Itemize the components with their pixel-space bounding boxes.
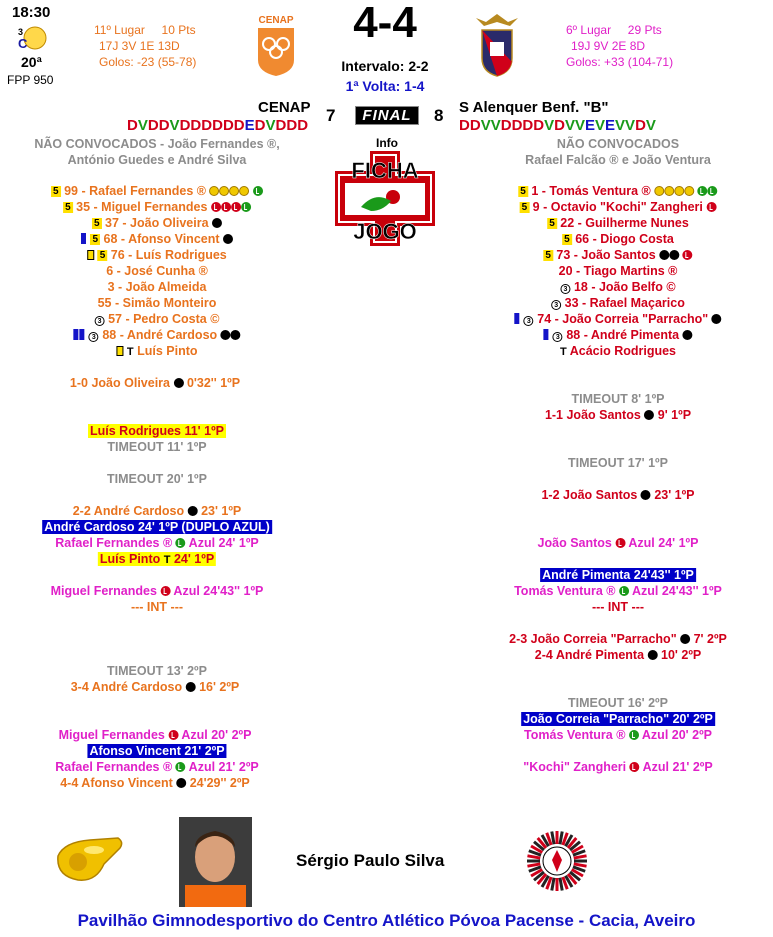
goal-ball-icon (644, 410, 654, 420)
away-stats (566, 22, 673, 70)
goal-ball-icon (173, 378, 183, 388)
home-points: 10 Pts (161, 23, 196, 37)
goal-ball-icon (186, 682, 196, 692)
away-event: "Kochi" Zangheri Azul 21' 2ºP (523, 760, 713, 774)
form-result: E (584, 117, 595, 134)
home-event: Afonso Vincent 21' 2ºP (89, 744, 225, 758)
fpp-code: FPP 950 (7, 73, 54, 87)
away-interval: --- INT --- (591, 600, 645, 614)
away-event: 1-2 João Santos 23' 1ºP (541, 488, 695, 502)
form-result: E (244, 117, 255, 134)
referee-name: Sérgio Paulo Silva (296, 851, 445, 870)
home-event: Luís Pinto T 24' 1ºP (99, 552, 215, 566)
svg-text:FICHA: FICHA (351, 158, 419, 183)
away-points: 29 Pts (627, 23, 662, 37)
red-card-icon (231, 202, 241, 212)
form-result: V (490, 117, 501, 134)
home-player[interactable]: 55 - Simão Monteiro (97, 296, 217, 310)
goalkeeper-icon: 3 (560, 284, 570, 294)
red-card-icon (211, 202, 221, 212)
away-timeout: TIMEOUT 17' 1ºP (568, 456, 668, 470)
form-result: D (190, 117, 202, 134)
yellow-card-icon (209, 186, 219, 196)
home-position: 11º Lugar (94, 23, 145, 37)
goal-ball-icon (188, 506, 198, 516)
status-final-badge: FINAL (355, 106, 419, 125)
venue: Pavilhão Gimnodesportivo do Centro Atlético Póvoa Pacense - Cacia, Aveiro (77, 911, 696, 930)
form-result: V (574, 117, 585, 134)
form-result: D (127, 117, 138, 134)
home-event: 2-2 André Cardoso 23' 1ºP (72, 504, 242, 518)
coach-card-icon (116, 346, 123, 356)
form-result: V (265, 117, 276, 134)
home-event: André Cardoso 24' 1ºP (DUPLO AZUL) (44, 520, 270, 534)
svg-text:C: C (18, 36, 28, 51)
away-not-called-names: Rafael Falcão ® e João Ventura (525, 153, 711, 167)
halftime-score: Intervalo: 2-2 (341, 58, 429, 74)
away-player[interactable]: 3 18 - João Belfo © (560, 279, 675, 295)
form-result: D (459, 117, 470, 134)
form-result: E (605, 117, 616, 134)
form-result: V (645, 117, 656, 134)
away-event: 1-1 João Santos 9' 1ºP (544, 408, 692, 422)
match-time: 18:30 (12, 4, 51, 21)
yellow-card-icon (239, 186, 249, 196)
away-event: 2-4 André Pimenta 10' 2ºP (534, 648, 702, 662)
home-not-called-title: NÃO CONVOCADOS - João Fernandes ®, (34, 137, 280, 151)
red-card-icon (168, 730, 178, 740)
green-card-icon (241, 202, 251, 212)
round-number: 20ª (21, 54, 42, 70)
form-result: D (297, 117, 309, 134)
goalkeeper-icon: 3 (89, 332, 99, 342)
away-event: 2-3 João Correia "Parracho" 7' 2ºP (509, 632, 727, 646)
home-timeout: TIMEOUT 11' 1ºP (107, 440, 207, 454)
home-event: 3-4 André Cardoso 16' 2ºP (70, 680, 240, 694)
goal-ball-icon (680, 634, 690, 644)
first-leg-score: 1ª Volta: 1-4 (345, 78, 425, 94)
green-card-icon (619, 586, 629, 596)
home-event: Miguel Fernandes Azul 20' 2ºP (58, 728, 252, 742)
home-event: 4-4 Afonso Vincent 24'29'' 2ºP (60, 776, 250, 790)
away-team-logo[interactable] (472, 12, 522, 78)
yellow-card-icon (684, 186, 694, 196)
form-result: D (286, 117, 298, 134)
form-result: D (212, 117, 223, 134)
home-coach[interactable]: T Luís Pinto (116, 343, 197, 360)
home-event: Miguel Fernandes Azul 24'43'' 1ºP (50, 584, 264, 598)
coach-t-icon: T (126, 346, 134, 358)
away-position: 6º Lugar (566, 23, 612, 37)
referee-photo[interactable] (179, 817, 252, 907)
green-card-icon (629, 730, 639, 740)
coach-t-icon: T (163, 554, 171, 566)
form-result: D (147, 117, 159, 134)
home-interval: --- INT --- (130, 600, 184, 614)
form-result: D (469, 117, 481, 134)
svg-text:CENAP: CENAP (258, 15, 294, 26)
form-result: D (511, 117, 523, 134)
form-result: D (635, 117, 646, 134)
away-not-called-title: NÃO CONVOCADOS (556, 137, 680, 151)
goal-ball-icon (712, 314, 722, 324)
home-player[interactable]: 5 35 - Miguel Fernandes (63, 199, 251, 215)
goal-ball-icon (223, 234, 233, 244)
green-card-icon (176, 538, 186, 548)
home-player[interactable]: 6 - José Cunha ® (106, 264, 208, 278)
home-stats (94, 22, 196, 70)
form-result: D (201, 117, 213, 134)
yellow-card-icon (664, 186, 674, 196)
away-player[interactable]: 5 9 - Octavio "Kochi" Zangheri (520, 199, 717, 215)
info-link[interactable]: Info (376, 136, 398, 150)
home-event: Luís Rodrigues 11' 1ºP (90, 424, 224, 438)
goal-ball-icon (212, 218, 222, 228)
blue-card-icon (81, 233, 86, 244)
away-team-name[interactable]: S Alenquer Benf. "B" (459, 99, 609, 116)
away-player[interactable]: 5 73 - João Santos (543, 247, 692, 263)
away-event: João Correia "Parracho" 20' 2ºP (523, 712, 713, 726)
home-player[interactable]: 5 68 - Afonso Vincent (81, 231, 233, 247)
home-timeout: TIMEOUT 20' 1ºP (107, 472, 207, 486)
whistle-icon (50, 828, 125, 886)
home-form (127, 117, 308, 134)
svg-text:JOGO: JOGO (353, 219, 417, 244)
home-player[interactable]: 5 37 - João Oliveira (92, 215, 222, 231)
form-result: D (158, 117, 170, 134)
blue-card-icon (543, 329, 548, 340)
blue-card-icon (79, 329, 84, 340)
red-card-icon (615, 538, 625, 548)
form-result: V (564, 117, 575, 134)
red-card-icon (683, 250, 693, 260)
form-result: V (595, 117, 606, 134)
home-goals: Golos: -23 (55-78) (99, 55, 197, 69)
form-result: D (179, 117, 191, 134)
away-player[interactable]: 5 1 - Tomás Ventura ® (518, 183, 717, 199)
svg-text:3: 3 (18, 27, 24, 37)
home-team-logo[interactable] (254, 12, 298, 78)
goal-ball-icon (231, 330, 241, 340)
home-team-name[interactable]: CENAP (258, 99, 311, 116)
red-card-icon (221, 202, 231, 212)
away-event: André Pimenta 24'43'' 1ºP (542, 568, 694, 582)
goalkeeper-icon: 3 (524, 316, 534, 326)
coach-icon (87, 250, 94, 260)
green-card-icon (253, 186, 263, 196)
away-player[interactable]: 3 88 - André Pimenta (543, 327, 692, 343)
away-player[interactable]: 5 22 - Guilherme Nunes (549, 216, 689, 230)
home-not-called-names: António Guedes e André Silva (67, 153, 247, 167)
goal-ball-icon (221, 330, 231, 340)
ficha-jogo-logo[interactable] (335, 151, 435, 246)
red-card-icon (630, 762, 640, 772)
goal-ball-icon (669, 250, 679, 260)
form-result: V (480, 117, 491, 134)
home-event: Rafael Fernandes ® Azul 24' 1ºP (55, 536, 259, 550)
goalkeeper-icon: 3 (553, 332, 563, 342)
form-result: D (522, 117, 534, 134)
away-event: Tomás Ventura ® Azul 24'43'' 1ºP (514, 584, 722, 598)
home-player[interactable]: 5 76 - Luís Rodrigues (87, 247, 227, 263)
red-card-icon (706, 202, 716, 212)
goalkeeper-icon: 3 (551, 300, 561, 310)
away-timeout: TIMEOUT 8' 1ºP (571, 392, 665, 406)
green-card-icon (708, 186, 718, 196)
coach-t-icon: T (559, 346, 567, 358)
form-result: D (533, 117, 545, 134)
away-event: João Santos Azul 24' 1ºP (537, 536, 699, 550)
away-player[interactable]: 5 66 - Diogo Costa (564, 232, 674, 246)
away-player[interactable]: 3 74 - João Correia "Parracho" (514, 311, 721, 327)
form-result: D (254, 117, 266, 134)
form-result: D (554, 117, 565, 134)
red-card-icon (160, 586, 170, 596)
yellow-card-icon (654, 186, 664, 196)
goal-ball-icon (683, 330, 693, 340)
home-record: 17J 3V 1E 13D (99, 39, 180, 53)
home-event: 1-0 João Oliveira 0'32'' 1ºP (69, 376, 241, 390)
goal-ball-icon (176, 778, 186, 788)
form-result: D (222, 117, 234, 134)
away-player[interactable]: 20 - Tiago Martins ® (558, 264, 678, 278)
final-score: 4-4 (353, 0, 417, 47)
away-record: 19J 9V 2E 8D (571, 39, 646, 53)
blue-card-icon (73, 329, 78, 340)
competition-icon (16, 24, 48, 52)
away-event: Tomás Ventura ® Azul 20' 2ºP (524, 728, 712, 742)
away-player[interactable]: 3 33 - Rafael Maçarico (551, 295, 685, 311)
home-fouls: 7 (326, 106, 336, 125)
home-player[interactable]: 3 57 - Pedro Costa © (95, 311, 220, 327)
away-timeout: TIMEOUT 16' 2ºP (568, 696, 668, 710)
form-result: D (233, 117, 245, 134)
home-player[interactable]: 5 99 - Rafael Fernandes ® (51, 183, 263, 199)
home-player[interactable]: 3 88 - André Cardoso (73, 327, 240, 343)
form-result: V (169, 117, 180, 134)
yellow-card-icon (229, 186, 239, 196)
green-card-icon (176, 762, 186, 772)
form-result: V (137, 117, 148, 134)
green-card-icon (698, 186, 708, 196)
form-result: D (500, 117, 512, 134)
goal-ball-icon (641, 490, 651, 500)
home-timeout: TIMEOUT 13' 2ºP (107, 664, 207, 678)
goal-ball-icon (659, 250, 669, 260)
home-event: Rafael Fernandes ® Azul 21' 2ºP (55, 760, 259, 774)
yellow-card-icon (219, 186, 229, 196)
home-player[interactable]: 3 - João Almeida (107, 280, 207, 294)
away-coach[interactable]: T Acácio Rodrigues (559, 344, 677, 358)
away-fouls: 8 (434, 106, 444, 125)
blue-card-icon (514, 313, 519, 324)
goal-ball-icon (648, 650, 658, 660)
away-form (459, 117, 656, 134)
form-result: V (625, 117, 636, 134)
form-result: V (615, 117, 626, 134)
form-result: D (275, 117, 287, 134)
yellow-card-icon (674, 186, 684, 196)
away-goals: Golos: +33 (104-71) (566, 55, 674, 69)
referee-association-logo (526, 830, 588, 892)
goalkeeper-icon: 3 (95, 316, 105, 326)
form-result: V (544, 117, 555, 134)
